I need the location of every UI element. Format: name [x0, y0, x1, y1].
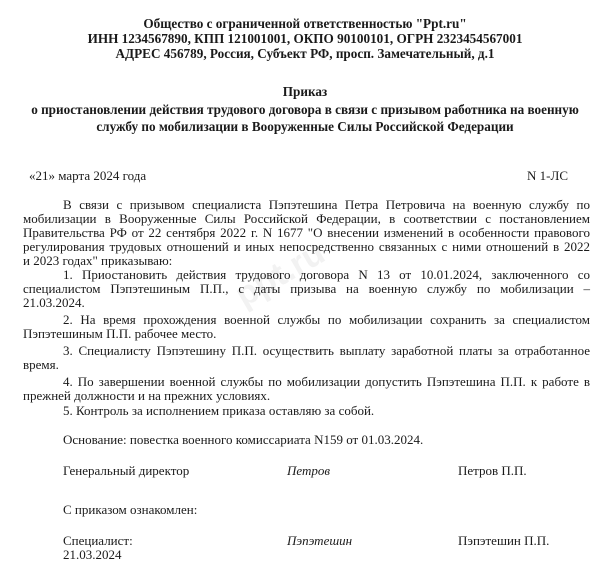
employee-signature: Пэпэтешин	[287, 533, 353, 548]
order-item-1: 21.03.2024.	[23, 295, 85, 310]
preamble-line: В связи с призывом специалиста Пэпэтешина Петра Петровича на военную службу по	[63, 197, 590, 212]
preamble-line: регулирования трудовых отношений и иных непосредственно связанных с ними отношений в 2022	[23, 239, 590, 254]
order-item-4: прежней должности и на прежних условиях.	[23, 388, 271, 403]
watermark: ppt.ru	[228, 233, 332, 315]
director-signature: Петров	[287, 463, 331, 478]
order-item-2: 2. На время прохождения военной службы по мобилизации сохранить за специалистом	[63, 312, 590, 327]
employee-title: Специалист:	[63, 533, 133, 548]
order-item-1: специалистом Пэпэтешиным П.П., с даты призыва на военную службу по мобилизации –	[23, 281, 590, 296]
company-requisites: ИНН 1234567890, КПП 121001001, ОКПО 90100101, ОГРН 2323454567001	[87, 31, 523, 46]
order-item-1: 1. Приостановить действия трудового договора N 13 от 10.01.2024, заключенного со	[63, 267, 590, 282]
order-date: «21» марта 2024 года	[29, 168, 147, 183]
company-name: Общество с ограниченной ответственностью "Ppt.ru"	[143, 16, 467, 31]
preamble-line: Правительства РФ от 22 сентября 2022 г. N 1677 "О внесении изменений в особенности правового	[23, 225, 590, 240]
document-title: Приказ	[282, 84, 328, 99]
company-address: АДРЕС 456789, Россия, Субъект РФ, просп. Замечательный, д.1	[115, 46, 495, 61]
acknowledged-label: С приказом ознакомлен:	[63, 502, 198, 517]
employee-name: Пэпэтешин П.П.	[458, 533, 550, 548]
employee-date: 21.03.2024	[63, 547, 122, 562]
document-subject-line2: службу по мобилизации в Вооруженные Силы Российской Федерации	[96, 119, 514, 134]
order-item-2: Пэпэтешиным П.П. рабочее место.	[23, 326, 217, 341]
order-item-3: 3. Специалисту Пэпэтешину П.П. осуществить выплату заработной платы за отработанное	[63, 343, 590, 358]
document-subject-line1: о приостановлении действия трудового договора в связи с призывом работника на военную	[31, 102, 579, 117]
order-item-4: 4. По завершении военной службы по мобилизации допустить Пэпэтешина П.П. к работе в	[63, 374, 590, 389]
director-name: Петров П.П.	[458, 463, 527, 478]
order-number: N 1-ЛС	[527, 168, 568, 183]
basis: Основание: повестка военного комиссариата N159 от 01.03.2024.	[63, 432, 424, 447]
order-item-3: время.	[23, 357, 59, 372]
director-title: Генеральный директор	[63, 463, 190, 478]
preamble-line: и 2023 годах" приказываю:	[23, 253, 173, 268]
order-item-5: 5. Контроль за исполнением приказа оставляю за собой.	[63, 403, 375, 418]
preamble-line: мобилизации в Вооруженные Силы Российской Федерации, в соответствии с постановлением	[23, 211, 590, 226]
